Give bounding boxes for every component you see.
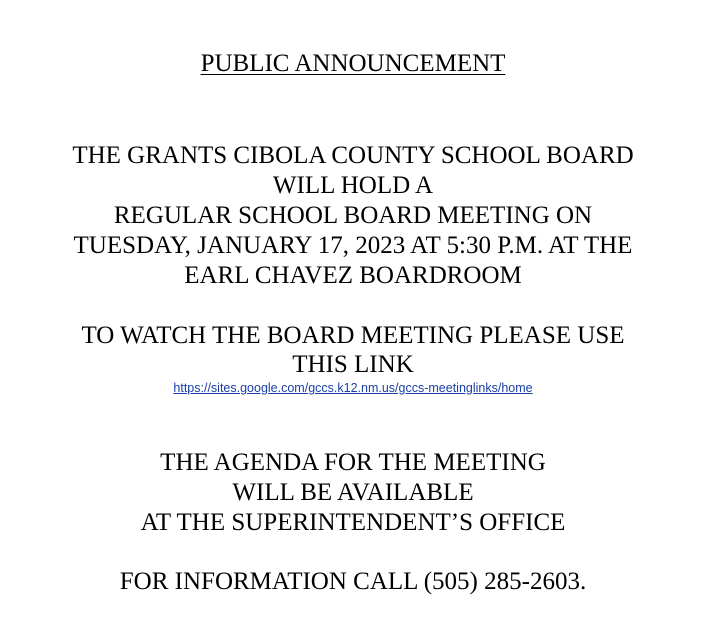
announcement-title: PUBLIC ANNOUNCEMENT	[200, 50, 506, 77]
contact-line: FOR INFORMATION CALL (505) 285-2603.	[119, 568, 587, 595]
meeting-line-2: WILL HOLD A	[272, 172, 434, 199]
watch-line-2: THIS LINK	[292, 351, 414, 378]
agenda-line-1: THE AGENDA FOR THE MEETING	[160, 449, 546, 476]
meeting-link[interactable]: https://sites.google.com/gccs.k12.nm.us/gccs-meetinglinks/home	[173, 381, 533, 395]
agenda-line-2: WILL BE AVAILABLE	[232, 479, 474, 506]
meeting-line-4: TUESDAY, JANUARY 17, 2023 AT 5:30 P.M. AT THE	[73, 232, 633, 259]
meeting-line-3: REGULAR SCHOOL BOARD MEETING ON	[113, 202, 593, 229]
watch-line-1: TO WATCH THE BOARD MEETING PLEASE USE	[81, 322, 625, 349]
meeting-line-1: THE GRANTS CIBOLA COUNTY SCHOOL BOARD	[72, 142, 634, 169]
agenda-line-3: AT THE SUPERINTENDENT’S OFFICE	[140, 509, 566, 536]
meeting-line-5: EARL CHAVEZ BOARDROOM	[184, 262, 522, 289]
